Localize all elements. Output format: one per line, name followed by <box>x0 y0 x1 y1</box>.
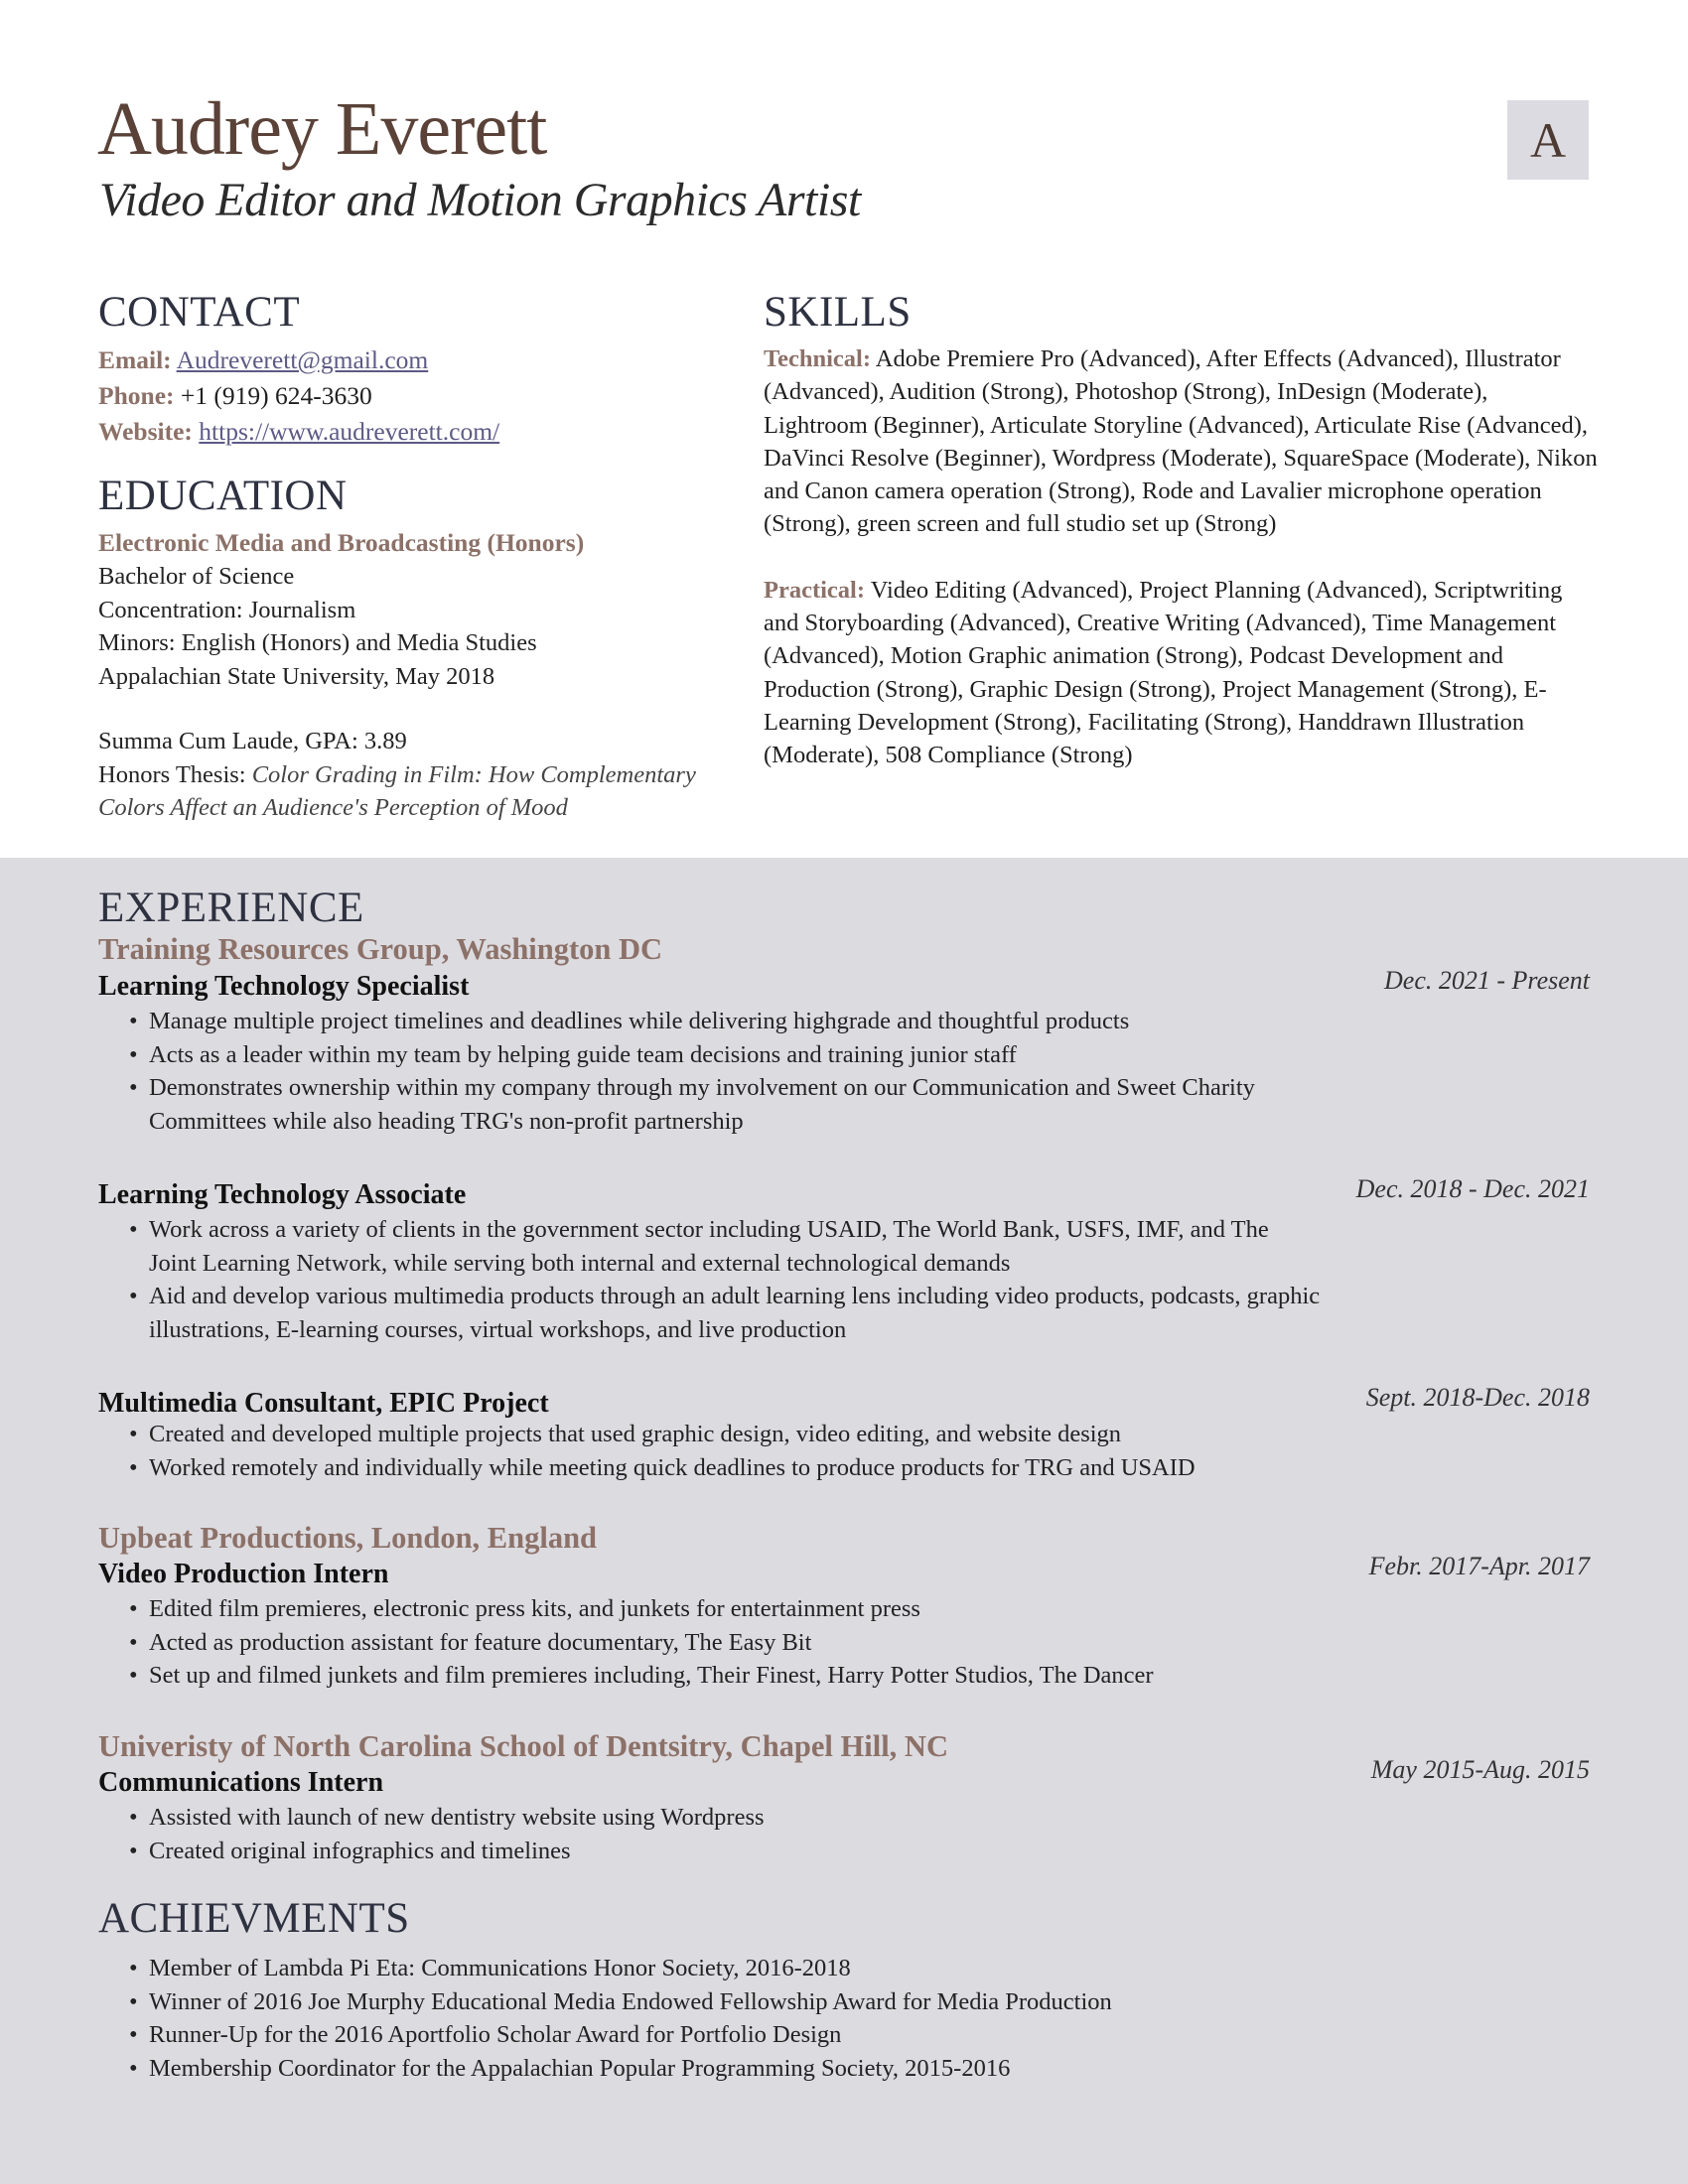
achievements-heading: ACHIEVMENTS <box>98 1895 410 1942</box>
achievement-item: • Runner-Up for the 2016 Aportfolio Scholar Award for Portfolio Design <box>129 2018 1321 2052</box>
role-title: Multimedia Consultant, EPIC Project <box>98 1388 549 1419</box>
candidate-name: Audrey Everett <box>97 87 547 171</box>
employer-name: Upbeat Productions, London, England <box>98 1521 597 1555</box>
role-bullets <box>129 1418 1321 1484</box>
role-title: Communications Intern <box>98 1767 384 1798</box>
thesis-line <box>98 758 734 825</box>
education-line: Minors: English (Honors) and Media Studies <box>98 629 537 656</box>
education-line: Bachelor of Science <box>98 563 295 590</box>
technical-skills-list: Adobe Premiere Pro (Advanced), After Effects (Advanced), Illustrator (Advanced), Audition (Strong), Photoshop (Strong), InDesign (Moderate), Lightroom (Beginner), Articulate Storyline (Advanced), Articulate Rise (Advanced), DaVinci Resolve (Beginner), Wordpress (Moderate), SquareSpace (Moderate), Nikon and Canon camera operation (Strong), Rode and Lavalier microphone operation (Strong), green screen and full studio set up (Strong) <box>764 345 1598 538</box>
skills-heading: SKILLS <box>764 289 912 336</box>
thesis-title: Color Grading in Film: How Complementary Colors Affect an Audience's Perception of Mood <box>98 760 696 821</box>
role-dates: Dec. 2021 - Present <box>1384 966 1590 995</box>
website-row <box>98 414 714 450</box>
employer-name: Univeristy of North Carolina School of Dentsitry, Chapel Hill, NC <box>98 1729 948 1763</box>
thesis-label: Honors Thesis: <box>98 760 246 788</box>
role-dates: Dec. 2018 - Dec. 2021 <box>1355 1174 1590 1203</box>
education-heading: EDUCATION <box>98 473 348 519</box>
honors-line: Summa Cum Laude, GPA: 3.89 <box>98 728 407 754</box>
practical-label: Practical: <box>764 576 866 604</box>
employer-name: Training Resources Group, Washington DC <box>98 932 663 966</box>
bullet-item: • Worked remotely and individually while meeting quick deadlines to produce products for TRG and USAID <box>129 1451 1321 1485</box>
website-label: Website: <box>98 417 193 446</box>
achievement-item: • Membership Coordinator for the Appalachian Popular Programming Society, 2015-2016 <box>129 2052 1321 2086</box>
contact-heading: CONTACT <box>98 289 301 336</box>
role-bullets <box>129 1213 1321 1346</box>
bullet-item: • Manage multiple project timelines and deadlines while delivering highgrade and thoughtful products <box>129 1005 1321 1038</box>
experience-heading: EXPERIENCE <box>98 885 364 931</box>
bullet-item: • Assisted with launch of new dentistry website using Wordpress <box>129 1801 1321 1835</box>
education-line: Appalachian State University, May 2018 <box>98 662 495 690</box>
practical-skills-list: Video Editing (Advanced), Project Planning (Advanced), Scriptwriting and Storyboarding (Advanced), Creative Writing (Advanced), Time Management (Advanced), Motion Graphic animation (Strong), Podcast Development and Production (Strong), Graphic Design (Strong), Project Management (Strong), E-Learning Development (Strong), Facilitating (Strong), Handdrawn Illustration (Moderate), 508 Compliance (Strong) <box>764 576 1563 769</box>
education-line: Concentration: Journalism <box>98 596 356 623</box>
practical-skills <box>764 574 1598 772</box>
technical-skills <box>764 342 1598 541</box>
role-dates: May 2015-Aug. 2015 <box>1370 1755 1590 1784</box>
bullet-item: • Set up and filmed junkets and film premieres including, Their Finest, Harry Potter Studios, The Dancer <box>129 1659 1321 1693</box>
role-title: Video Production Intern <box>98 1559 389 1589</box>
email-link[interactable]: Audreverett@gmail.com <box>176 345 429 374</box>
technical-label: Technical: <box>764 345 871 372</box>
phone-label: Phone: <box>98 381 175 410</box>
role-bullets <box>129 1592 1321 1693</box>
bullet-item: • Edited film premieres, electronic press kits, and junkets for entertainment press <box>129 1592 1321 1626</box>
email-row <box>98 342 714 378</box>
monogram-badge: A <box>1507 100 1589 180</box>
bullet-item: • Work across a variety of clients in the government sector including USAID, The World Bank, USFS, IMF, and The Joint Learning Network, while serving both internal and external technological demands <box>129 1213 1321 1280</box>
bullet-item: • Acted as production assistant for feature documentary, The Easy Bit <box>129 1626 1321 1660</box>
bullet-item: • Demonstrates ownership within my company through my involvement on our Communication and Sweet Charity Committees while also heading TRG's non-profit partnership <box>129 1071 1321 1138</box>
role-title: Learning Technology Specialist <box>98 971 470 1002</box>
role-title: Learning Technology Associate <box>98 1179 467 1210</box>
achievements-list <box>129 1952 1321 2085</box>
phone-value: +1 (919) 624-3630 <box>180 381 372 410</box>
bullet-item: • Created original infographics and timelines <box>129 1835 1321 1868</box>
phone-row <box>98 378 714 414</box>
contact-section <box>98 342 714 450</box>
achievement-item: • Member of Lambda Pi Eta: Communications Honor Society, 2016-2018 <box>129 1952 1321 1985</box>
bullet-item: • Aid and develop various multimedia products through an adult learning lens including video products, podcasts, graphic illustrations, E-learning courses, virtual workshops, and live production <box>129 1280 1321 1346</box>
role-bullets <box>129 1801 1321 1867</box>
email-label: Email: <box>98 345 172 374</box>
bullet-item: • Acts as a leader within my team by helping guide team decisions and training junior staff <box>129 1038 1321 1072</box>
candidate-title: Video Editor and Motion Graphics Artist <box>99 174 861 226</box>
role-dates: Febr. 2017-Apr. 2017 <box>1368 1552 1590 1580</box>
education-section <box>98 526 734 825</box>
role-dates: Sept. 2018-Dec. 2018 <box>1365 1383 1590 1412</box>
role-bullets <box>129 1005 1321 1138</box>
degree-title: Electronic Media and Broadcasting (Honors) <box>98 528 585 557</box>
skills-section <box>764 342 1598 772</box>
website-link[interactable]: https://www.audreverett.com/ <box>199 417 500 446</box>
bullet-item: • Created and developed multiple projects that used graphic design, video editing, and website design <box>129 1418 1321 1451</box>
achievement-item: • Winner of 2016 Joe Murphy Educational Media Endowed Fellowship Award for Media Production <box>129 1985 1321 2019</box>
